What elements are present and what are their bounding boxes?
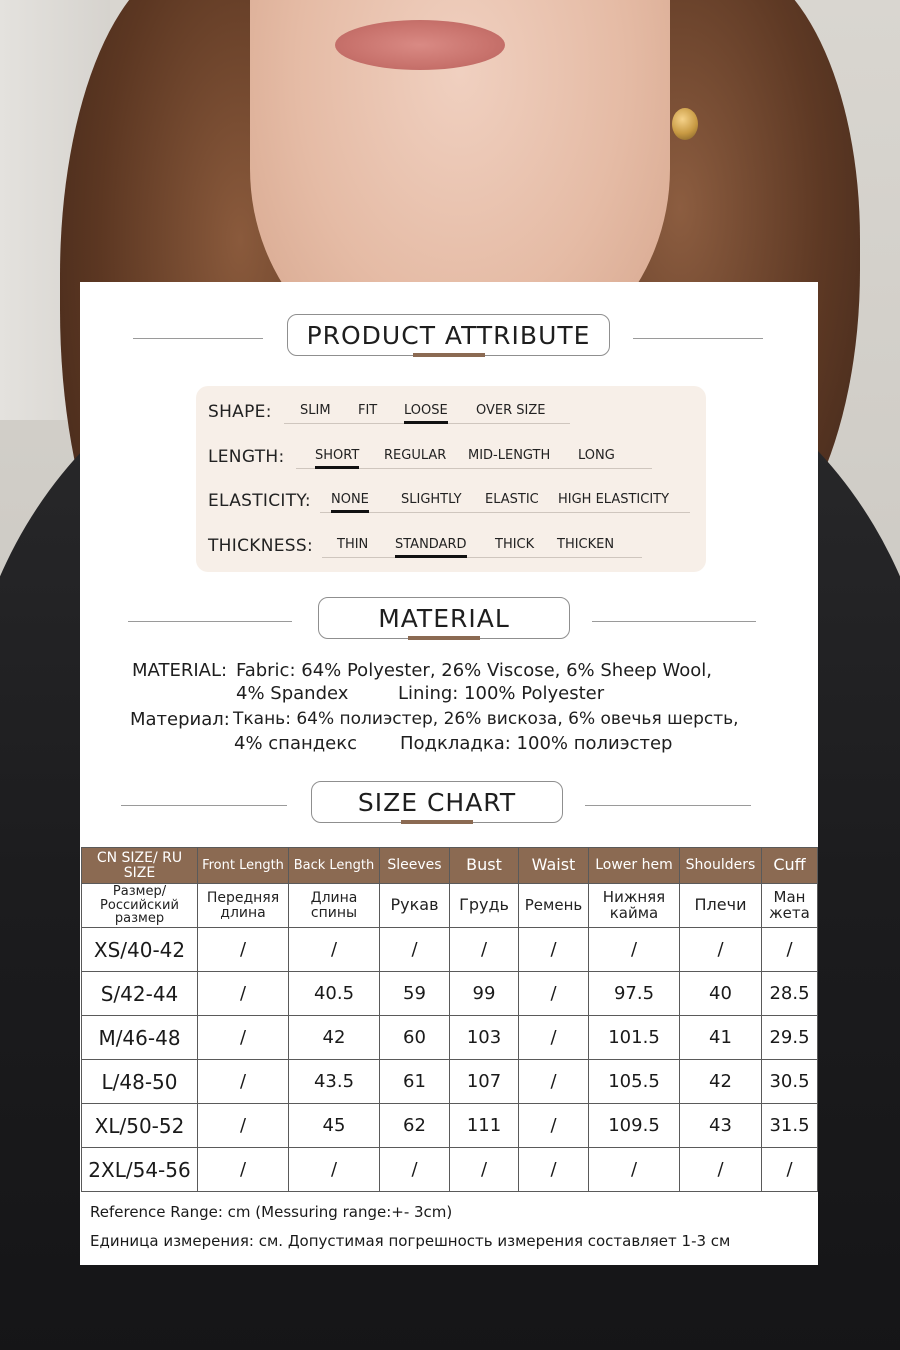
sleeves-cell: 60 <box>380 1016 450 1060</box>
material-ru-line2b: Подкладка: 100% полиэстер <box>400 733 673 754</box>
front-length-cell: / <box>198 1104 289 1148</box>
material-ru-label: Материал: <box>130 709 230 730</box>
info-card <box>80 282 818 1265</box>
reference-note-ru: Единица измерения: см. Допустимая погрешность измерения составляет 1-3 см <box>90 1232 731 1250</box>
lower-hem-cell: / <box>589 1148 680 1192</box>
option-long: LONG <box>578 448 615 463</box>
attr-label-elasticity: ELASTICITY: <box>208 491 311 511</box>
size-chart-table <box>81 847 818 1192</box>
header-rule-right <box>592 621 756 622</box>
material-title: MATERIAL <box>318 597 570 639</box>
title-accent <box>408 636 480 640</box>
header-lower-hem: Lower hem <box>589 848 680 884</box>
reference-note-en: Reference Range: cm (Messuring range:+- 3cm) <box>90 1203 453 1221</box>
cuff-cell: 31.5 <box>762 1104 818 1148</box>
back-length-cell: 40.5 <box>289 972 380 1016</box>
option-slightly: SLIGHTLY <box>401 492 462 507</box>
sleeves-cell: 61 <box>380 1060 450 1104</box>
attr-row-length <box>196 441 706 471</box>
table-row <box>82 1148 818 1192</box>
cuff-cell: 29.5 <box>762 1016 818 1060</box>
lower-hem-cell: 97.5 <box>589 972 680 1016</box>
option-none-selected: NONE <box>331 492 369 507</box>
header-row-en <box>82 848 818 884</box>
front-length-cell: / <box>198 1016 289 1060</box>
lower-hem-cell: 101.5 <box>589 1016 680 1060</box>
header-rule-right <box>585 805 751 806</box>
header-back-length: Back Length <box>289 848 380 884</box>
size-chart-header <box>80 781 818 829</box>
size-cell: L/48-50 <box>82 1060 198 1104</box>
material-ru-line2a: 4% спандекс <box>234 733 358 754</box>
size-cell: 2XL/54-56 <box>82 1148 198 1192</box>
bust-cell: / <box>450 1148 519 1192</box>
header-ru-back-length: Длина спины <box>289 884 380 928</box>
option-slim: SLIM <box>300 403 331 418</box>
attr-row-elasticity <box>196 485 706 515</box>
option-fit: FIT <box>358 403 378 418</box>
shoulders-cell: 40 <box>680 972 762 1016</box>
material-en-label: MATERIAL: <box>132 660 228 681</box>
header-ru-size: Размер/ Российский размер <box>82 884 198 928</box>
shoulders-cell: 42 <box>680 1060 762 1104</box>
size-cell: XS/40-42 <box>82 928 198 972</box>
table-row <box>82 928 818 972</box>
size-cell: M/46-48 <box>82 1016 198 1060</box>
size-chart-title: SIZE CHART <box>311 781 563 823</box>
bust-cell: 111 <box>450 1104 519 1148</box>
lower-hem-cell: 105.5 <box>589 1060 680 1104</box>
table-row <box>82 972 818 1016</box>
back-length-cell: 42 <box>289 1016 380 1060</box>
sleeves-cell: 62 <box>380 1104 450 1148</box>
option-mid-length: MID-LENGTH <box>468 448 551 463</box>
header-cuff: Cuff <box>762 848 818 884</box>
option-standard-selected: STANDARD <box>395 537 467 552</box>
cuff-cell: 30.5 <box>762 1060 818 1104</box>
waist-cell: / <box>519 928 589 972</box>
header-sleeves: Sleeves <box>380 848 450 884</box>
header-ru-shoulders: Плечи <box>680 884 762 928</box>
model-lips <box>335 20 505 70</box>
header-rule-left <box>128 621 292 622</box>
header-rule-left <box>121 805 287 806</box>
material-en-line2b: Lining: 100% Polyester <box>398 683 605 704</box>
table-row <box>82 1060 818 1104</box>
header-rule-left <box>133 338 263 339</box>
material-ru-line1: Ткань: 64% полиэстер, 26% вискоза, 6% овечья шерсть, <box>233 709 739 729</box>
option-thicken: THICKEN <box>557 537 615 552</box>
front-length-cell: / <box>198 972 289 1016</box>
attr-label-thickness: THICKNESS: <box>208 536 313 556</box>
waist-cell: / <box>519 1104 589 1148</box>
attr-line <box>320 512 690 513</box>
sleeves-cell: / <box>380 1148 450 1192</box>
header-shoulders: Shoulders <box>680 848 762 884</box>
cuff-cell: / <box>762 1148 818 1192</box>
waist-cell: / <box>519 1016 589 1060</box>
product-attribute-title: PRODUCT ATTRIBUTE <box>287 314 610 356</box>
attr-row-shape <box>196 396 706 426</box>
back-length-cell: / <box>289 1148 380 1192</box>
option-thick: THICK <box>495 537 535 552</box>
earring <box>672 108 698 140</box>
shoulders-cell: 41 <box>680 1016 762 1060</box>
table-row <box>82 1104 818 1148</box>
waist-cell: / <box>519 1148 589 1192</box>
size-cell: S/42-44 <box>82 972 198 1016</box>
shoulders-cell: / <box>680 928 762 972</box>
option-high-elasticity: HIGH ELASTICITY <box>558 492 670 507</box>
header-ru-sleeves: Рукав <box>380 884 450 928</box>
attr-line <box>322 557 642 558</box>
shoulders-cell: / <box>680 1148 762 1192</box>
option-regular: REGULAR <box>384 448 447 463</box>
header-ru-lower-hem: Нижняя кайма <box>589 884 680 928</box>
size-cell: XL/50-52 <box>82 1104 198 1148</box>
table-row <box>82 1016 818 1060</box>
attr-label-shape: SHAPE: <box>208 402 272 422</box>
bust-cell: 107 <box>450 1060 519 1104</box>
title-accent <box>413 353 485 357</box>
cuff-cell: 28.5 <box>762 972 818 1016</box>
front-length-cell: / <box>198 928 289 972</box>
attribute-panel <box>196 386 706 572</box>
header-row-ru <box>82 884 818 928</box>
header-size: CN SIZE/ RU SIZE <box>82 848 198 884</box>
attr-label-length: LENGTH: <box>208 447 285 467</box>
bust-cell: 103 <box>450 1016 519 1060</box>
sleeves-cell: / <box>380 928 450 972</box>
back-length-cell: 43.5 <box>289 1060 380 1104</box>
cuff-cell: / <box>762 928 818 972</box>
back-length-cell: / <box>289 928 380 972</box>
lower-hem-cell: 109.5 <box>589 1104 680 1148</box>
option-over-size: OVER SIZE <box>476 403 546 418</box>
option-thin: THIN <box>337 537 369 552</box>
header-front-length: Front Length <box>198 848 289 884</box>
sleeves-cell: 59 <box>380 972 450 1016</box>
front-length-cell: / <box>198 1148 289 1192</box>
option-short-selected: SHORT <box>315 448 360 463</box>
header-ru-cuff: Ман жета <box>762 884 818 928</box>
bust-cell: 99 <box>450 972 519 1016</box>
lower-hem-cell: / <box>589 928 680 972</box>
attr-row-thickness <box>196 530 706 560</box>
title-accent <box>401 820 473 824</box>
waist-cell: / <box>519 972 589 1016</box>
header-ru-bust: Грудь <box>450 884 519 928</box>
shoulders-cell: 43 <box>680 1104 762 1148</box>
front-length-cell: / <box>198 1060 289 1104</box>
material-en-line2a: 4% Spandex <box>236 683 349 704</box>
option-elastic: ELASTIC <box>485 492 539 507</box>
back-length-cell: 45 <box>289 1104 380 1148</box>
header-ru-waist: Ремень <box>519 884 589 928</box>
header-bust: Bust <box>450 848 519 884</box>
header-rule-right <box>633 338 763 339</box>
material-header <box>80 597 818 645</box>
material-en-line1: Fabric: 64% Polyester, 26% Viscose, 6% Sheep Wool, <box>236 660 713 681</box>
product-attribute-header <box>80 314 818 362</box>
option-loose-selected: LOOSE <box>404 403 448 418</box>
header-ru-front-length: Передняя длина <box>198 884 289 928</box>
waist-cell: / <box>519 1060 589 1104</box>
header-waist: Waist <box>519 848 589 884</box>
bust-cell: / <box>450 928 519 972</box>
